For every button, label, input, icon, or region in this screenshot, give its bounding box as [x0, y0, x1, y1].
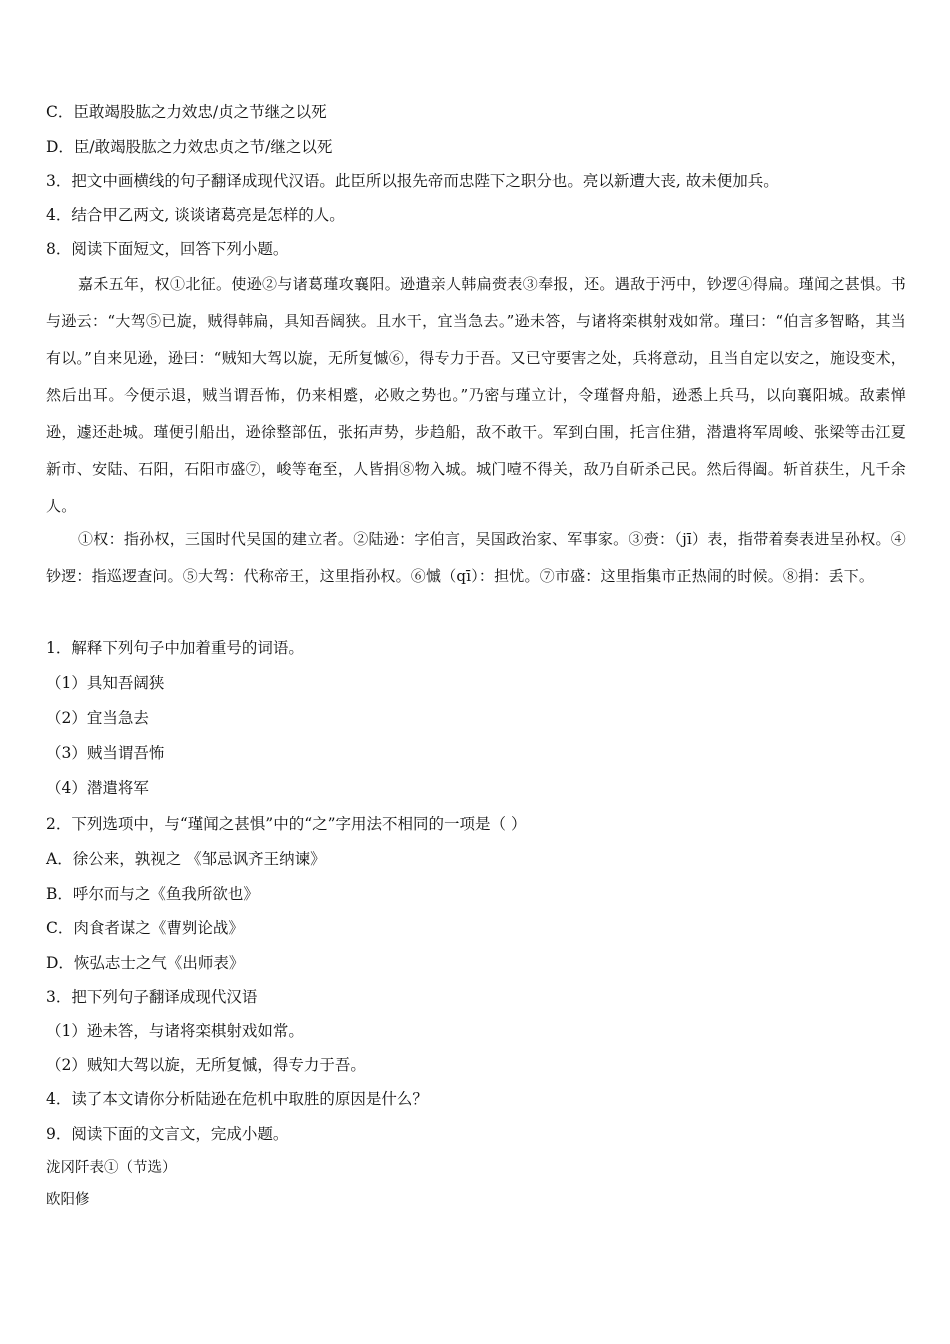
choice-c: C．肉食者谋之《曹刿论战》	[46, 919, 244, 937]
translate-sentence-1: （1）逊未答，与诸将栾棋射戏如常。	[46, 1022, 304, 1040]
text-author: 欧阳修	[46, 1192, 90, 1208]
question-3-translate: 3．把文中画横线的句子翻译成现代汉语。此臣所以报先帝而忠陛下之职分也。亮以新遭大丧, 故未便加兵。	[46, 172, 779, 190]
choice-b: B．呼尔而与之《鱼我所欲也》	[46, 885, 259, 903]
text-title: 泷冈阡表①（节选）	[46, 1160, 177, 1176]
sub-item-3: （3）贼当谓吾怖	[46, 744, 165, 762]
ancient-passage: 嘉禾五年，权①北征。使逊②与诸葛瑾攻襄阳。逊遣亲人韩扁赍表③奉报，还。遇敌于沔中，钞逻④得扁。瑾闻之甚惧。书与逊云：“大驾⑤已旋，贼得韩扁，具知吾阔狭。且水干，宜当急去。”逊未答，与诸将栾棋射戏如常。瑾曰：“伯言多智略，其当有以。”自来见逊，逊曰：“贼知大驾以旋，无所复慽⑥，得专力于吾。又已守要害之处，兵将意动，且当自定以安之，施设变术，然后出耳。今便示退，贼当谓吾怖，仍来相蹙，必败之势也。”乃密与瑾立计，令瑾督舟船，逊悉上兵马，以向襄阳城。敌素惮逊，遽还赴城。瑾便引船出，逊徐整部伍，张拓声势，步趋船，敌不敢干。军到白围，托言住猎，潜遣将军周峻、张梁等击江夏新市、安陆、石阳，石阳市盛⑦，峻等奄至，人皆捐⑧物入城。城门噎不得关，敌乃自斫杀己民。然后得阖。斩首获生，凡千余人。	[46, 275, 906, 515]
translate-sentence-2: （2）贼知大驾以旋，无所复慽，得专力于吾。	[46, 1056, 366, 1074]
option-c-line: C．臣敢竭股肱之力效忠/贞之节继之以死	[46, 103, 327, 121]
footnotes: ①权：指孙权，三国时代吴国的建立者。②陆逊：字伯言，吴国政治家、军事家。③赍：（jī）表，指带着奏表进呈孙权。④钞逻：指巡逻查问。⑤大驾：代称帝王，这里指孙权。⑥慽（qī）：担忧。⑦市盛：这里指集市正热闹的时候。⑧捐：丢下。	[46, 530, 906, 585]
sub-item-2: （2）宜当急去	[46, 709, 149, 727]
question-3-heading: 3．把下列句子翻译成现代汉语	[46, 988, 258, 1006]
question-1-explain: 1．解释下列句子中加着重号的词语。	[46, 639, 304, 657]
option-d-line: D．臣/敢竭股肱之力效忠贞之节/继之以死	[46, 138, 333, 156]
section-8-heading: 8．阅读下面短文，回答下列小题。	[46, 240, 289, 258]
choice-a: A．徐公来，孰视之 《邹忌讽齐王纳谏》	[46, 850, 326, 868]
question-4-analysis: 4．读了本文请你分析陆逊在危机中取胜的原因是什么？	[46, 1090, 428, 1108]
question-4-zhuge: 4．结合甲乙两文, 谈谈诸葛亮是怎样的人。	[46, 206, 345, 224]
sub-item-4: （4）潜遣将军	[46, 779, 149, 797]
question-2-choice: 2．下列选项中，与“瑾闻之甚惧”中的“之”字用法不相同的一项是（ ）	[46, 815, 527, 833]
choice-d: D．恢弘志士之气《出师表》	[46, 954, 245, 972]
section-9-heading: 9．阅读下面的文言文，完成小题。	[46, 1125, 289, 1143]
sub-item-1: （1）具知吾阔狭	[46, 674, 165, 692]
